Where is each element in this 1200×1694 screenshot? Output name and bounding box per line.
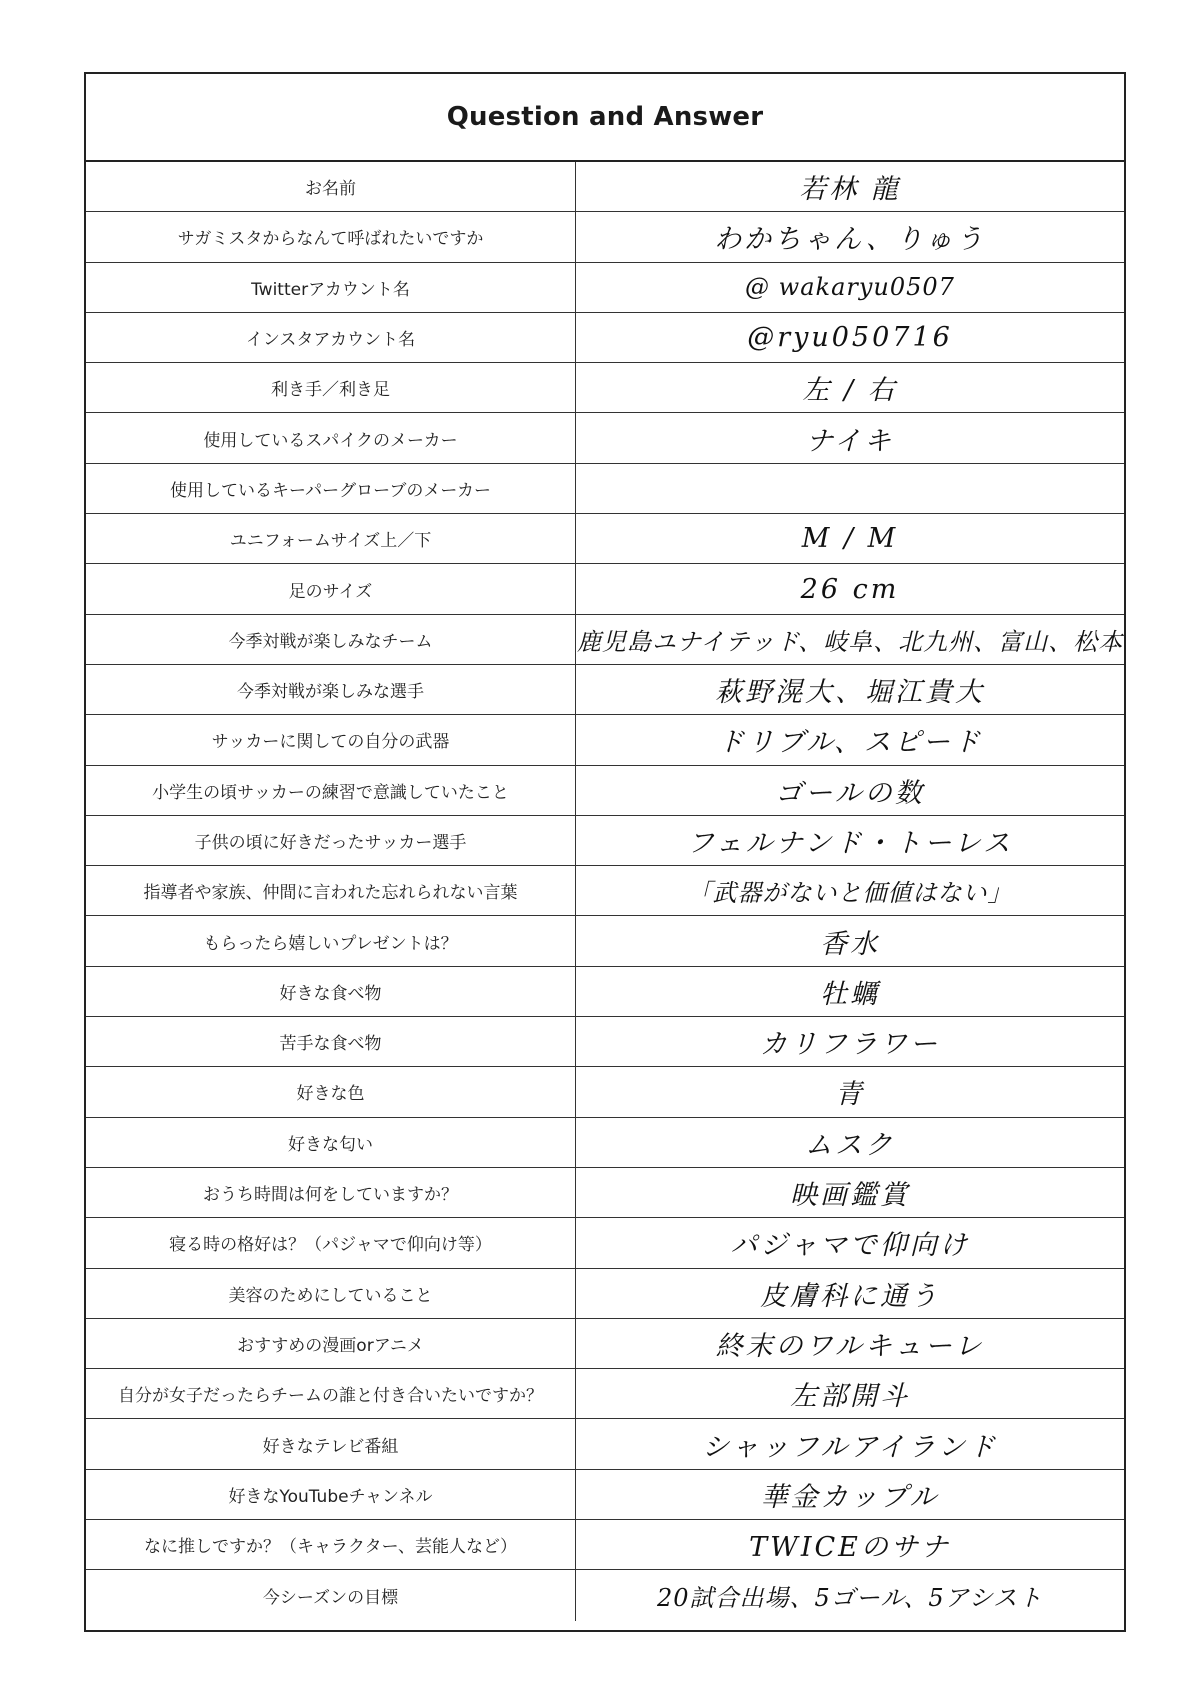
question-cell: 好きなYouTubeチャンネル: [86, 1470, 576, 1519]
question-cell: 今季対戦が楽しみな選手: [86, 665, 576, 714]
question-cell: ユニフォームサイズ上／下: [86, 514, 576, 563]
qa-row: [86, 413, 1124, 463]
qa-row: [86, 1269, 1124, 1319]
question-cell: 好きなテレビ番組: [86, 1419, 576, 1468]
qa-row: [86, 1369, 1124, 1419]
answer-cell: フェルナンド・トーレス: [687, 828, 1013, 859]
question-cell: 利き手／利き足: [86, 363, 576, 412]
answer-cell: 華金カップル: [760, 1481, 940, 1513]
question-cell: サッカーに関しての自分の武器: [86, 715, 576, 764]
question-cell: 今季対戦が楽しみなチーム: [86, 615, 576, 664]
answer-cell: 香水: [820, 928, 880, 960]
answer-cell: 青: [835, 1079, 865, 1111]
answer-cell: 牡蠣: [820, 978, 880, 1010]
answer-cell: 鹿児島ユナイテッド、岐阜、北九州、富山、松本: [576, 627, 1124, 656]
answer-cell: カリフラワー: [760, 1029, 940, 1061]
qa-row: [86, 464, 1124, 514]
answer-cell: 映画鑑賞: [790, 1180, 910, 1212]
qa-row: [86, 363, 1124, 413]
answer-cell: ムスク: [805, 1129, 895, 1161]
qa-row: [86, 967, 1124, 1017]
question-cell: Twitterアカウント名: [86, 263, 576, 312]
answer-cell: 左 / 右: [802, 375, 898, 407]
answer-cell: 若林 龍: [799, 174, 901, 206]
question-cell: 今シーズンの目標: [86, 1570, 576, 1620]
answer-cell: ナイキ: [805, 425, 895, 457]
question-cell: おうち時間は何をしていますか？: [86, 1168, 576, 1217]
qa-sheet: [84, 72, 1126, 1632]
question-cell: なに推しですか？（キャラクター、芸能人など）: [86, 1520, 576, 1569]
qa-row: [86, 1319, 1124, 1369]
question-cell: 小学生の頃サッカーの練習で意識していたこと: [86, 766, 576, 815]
question-cell: もらったら嬉しいプレゼントは？: [86, 916, 576, 965]
qa-row: [86, 615, 1124, 665]
answer-cell: TWICEのサナ: [749, 1532, 951, 1564]
question-cell: 子供の頃に好きだったサッカー選手: [86, 816, 576, 865]
question-cell: おすすめの漫画orアニメ: [86, 1319, 576, 1368]
question-cell: サガミスタからなんて呼ばれたいですか: [86, 212, 576, 261]
answer-cell: @ryu050716: [747, 322, 953, 354]
answer-cell: パジャマで仰向け: [730, 1230, 970, 1262]
answer-cell: 「武器がないと価値はない」: [687, 879, 1013, 908]
answer-cell: 20試合出場、5ゴール、5アシスト: [657, 1583, 1043, 1612]
qa-row: [86, 1419, 1124, 1469]
question-cell: 好きな匂い: [86, 1118, 576, 1167]
answer-cell: ドリブル、スピード: [717, 727, 983, 759]
qa-row: [86, 1470, 1124, 1520]
question-cell: 苦手な食べ物: [86, 1017, 576, 1066]
question-cell: 使用しているキーパーグローブのメーカー: [86, 464, 576, 513]
question-cell: 好きな食べ物: [86, 967, 576, 1016]
qa-row: [86, 816, 1124, 866]
qa-row: [86, 1570, 1124, 1620]
question-cell: 指導者や家族、仲間に言われた忘れられない言葉: [86, 866, 576, 915]
question-cell: 足のサイズ: [86, 564, 576, 613]
page-title: Question and Answer: [446, 102, 764, 132]
qa-row: [86, 1520, 1124, 1570]
qa-row: [86, 263, 1124, 313]
qa-row: [86, 916, 1124, 966]
question-cell: 美容のためにしていること: [86, 1269, 576, 1318]
answer-cell: [576, 464, 1124, 513]
question-cell: インスタアカウント名: [86, 313, 576, 362]
qa-row: [86, 715, 1124, 765]
question-cell: 好きな色: [86, 1067, 576, 1116]
answer-cell: ゴールの数: [775, 777, 925, 809]
qa-row: [86, 1067, 1124, 1117]
question-cell: 自分が女子だったらチームの誰と付き合いたいですか？: [86, 1369, 576, 1418]
answer-cell: シャッフルアイランド: [702, 1431, 998, 1463]
qa-row: [86, 212, 1124, 262]
qa-row: [86, 1017, 1124, 1067]
qa-row: [86, 162, 1124, 212]
qa-row: [86, 866, 1124, 916]
answer-cell: わかちゃん、りゅう: [714, 224, 986, 256]
qa-row: [86, 514, 1124, 564]
title-row: [86, 74, 1124, 162]
question-cell: 使用しているスパイクのメーカー: [86, 413, 576, 462]
answer-cell: @ wakaryu0507: [745, 273, 955, 302]
question-cell: お名前: [86, 162, 576, 211]
qa-row: [86, 1118, 1124, 1168]
answer-cell: 萩野滉大、堀江貴大: [715, 677, 985, 709]
qa-row: [86, 766, 1124, 816]
answer-cell: 左部開斗: [790, 1381, 910, 1413]
answer-cell: M / M: [801, 523, 899, 555]
qa-row: [86, 313, 1124, 363]
qa-row: [86, 665, 1124, 715]
answer-cell: 皮膚科に通う: [760, 1280, 940, 1312]
qa-row: [86, 564, 1124, 614]
qa-row: [86, 1218, 1124, 1268]
answer-cell: 26 cm: [800, 573, 900, 605]
qa-table: [86, 162, 1124, 1621]
answer-cell: 終末のワルキューレ: [715, 1330, 985, 1362]
question-cell: 寝る時の格好は？（パジャマで仰向け等）: [86, 1218, 576, 1267]
qa-row: [86, 1168, 1124, 1218]
